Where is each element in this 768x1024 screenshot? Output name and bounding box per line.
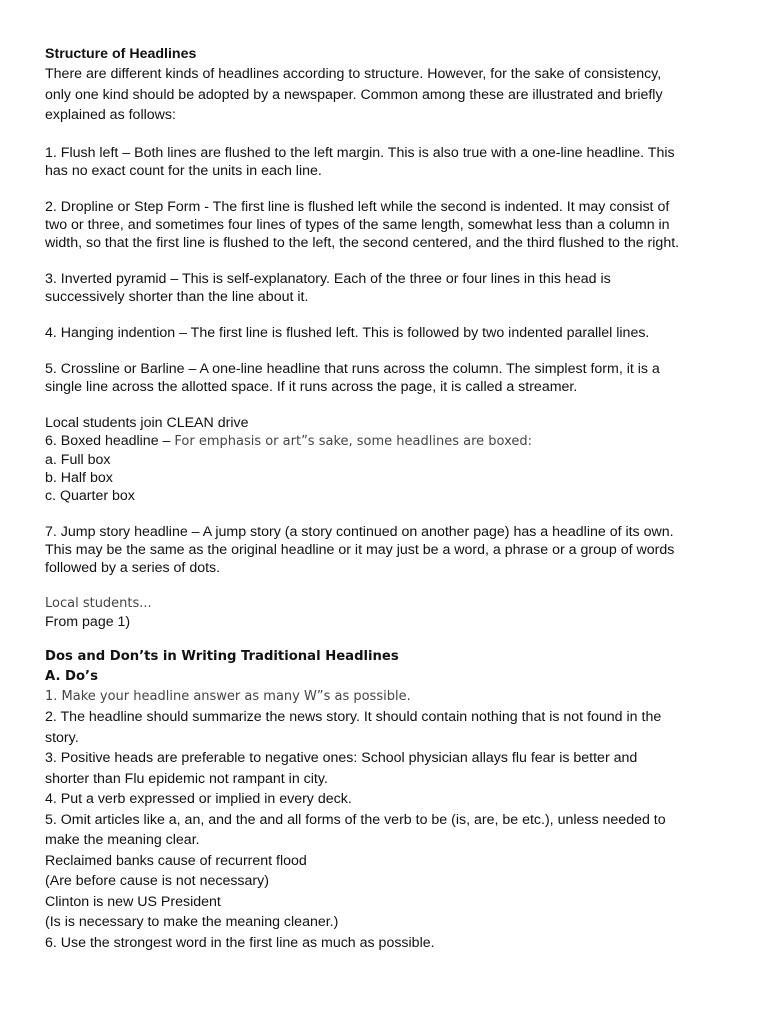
subheading-dos: A. Do’s: [45, 668, 98, 684]
text-line: 4. Hanging indention – The first line is flushed left. This is followed by two indented parallel lines.: [45, 324, 650, 341]
text-line: Reclaimed banks cause of recurrent flood: [45, 852, 307, 869]
text-line: followed by a series of dots.: [45, 559, 221, 576]
text-line: two or three, and sometimes four lines of types of the same length, somewhat less than a column in: [45, 216, 670, 233]
item-flush-left: [45, 144, 735, 180]
list-item: c. Quarter box: [45, 487, 135, 504]
text-line: story.: [45, 729, 79, 746]
item-hanging-indention: [45, 324, 735, 342]
jump-example: [45, 595, 735, 631]
text-line: 2. Dropline or Step Form - The first line is flushed left while the second is indented. It may consist of: [45, 198, 670, 215]
list-item: a. Full box: [45, 451, 111, 468]
item-jump-story: [45, 523, 735, 577]
text-line: 5. Crossline or Barline – A one-line headline that runs across the column. The simplest form, it is a: [45, 360, 660, 377]
text-line: There are different kinds of headlines according to structure. However, for the sake of consistency,: [45, 66, 662, 82]
text-line: make the meaning clear.: [45, 832, 200, 848]
text-line: From page 1): [45, 613, 131, 630]
text-line: 2. The headline should summarize the news story. It should contain nothing that is not found in the: [45, 709, 662, 725]
item-inverted-pyramid: [45, 270, 735, 306]
boxed-headline-line: [45, 432, 735, 451]
item-dropline: [45, 198, 735, 252]
text-line: (Is is necessary to make the meaning cleaner.): [45, 914, 339, 930]
document-page: [45, 44, 735, 953]
text-line: single line across the allotted space. If it runs across the page, it is called a streamer.: [45, 378, 578, 395]
section-heading-dos-donts: Dos and Don’ts in Writing Traditional Headlines: [45, 648, 399, 664]
text-line: 3. Inverted pyramid – This is self-explanatory. Each of the three or four lines in this head is: [45, 270, 611, 287]
text-line: This may be the same as the original headline or it may just be a word, a phrase or a group of words: [45, 541, 675, 558]
text-line: 7. Jump story headline – A jump story (a story continued on another page) has a headline of its own.: [45, 523, 674, 540]
list-item: 1. Make your headline answer as many W”s as possible.: [45, 688, 411, 704]
text-line: shorter than Flu epidemic not rampant in city.: [45, 770, 328, 787]
text-line: width, so that the first line is flushed to the left, the second centered, and the third flushed to the right.: [45, 234, 680, 251]
example-headline: Local students...: [45, 595, 152, 611]
intro-paragraph: [45, 64, 735, 126]
dos-list: [45, 687, 735, 954]
text-line: 5. Omit articles like a, an, and the and all forms of the verb to be (is, are, be etc.), unless needed to: [45, 811, 666, 828]
section-heading-structure: Structure of Headlines: [45, 46, 197, 62]
text-line: 1. Flush left – Both lines are flushed to the left margin. This is also true with a one-line headline. This: [45, 144, 675, 161]
item-crossline: [45, 360, 735, 396]
text-line: 4. Put a verb expressed or implied in every deck.: [45, 791, 352, 807]
text-line: has no exact count for the units in each line.: [45, 162, 322, 179]
text-line: explained as follows:: [45, 107, 176, 123]
text-line: 6. Use the strongest word in the first line as much as possible.: [45, 934, 435, 951]
text-span: For emphasis or art”s sake, some headlines are boxed:: [174, 433, 533, 449]
item-boxed-headline: [45, 414, 735, 505]
text-line: (Are before cause is not necessary): [45, 873, 269, 889]
text-line: only one kind should be adopted by a newspaper. Common among these are illustrated and briefly: [45, 86, 663, 103]
list-item: b. Half box: [45, 469, 113, 486]
text-line: 3. Positive heads are preferable to negative ones: School physician allays flu fear is better and: [45, 750, 638, 766]
text-line: Clinton is new US President: [45, 893, 221, 910]
text-span: 6. Boxed headline –: [45, 432, 175, 449]
text-line: successively shorter than the line about it.: [45, 288, 309, 305]
example-headline: Local students join CLEAN drive: [45, 414, 249, 431]
